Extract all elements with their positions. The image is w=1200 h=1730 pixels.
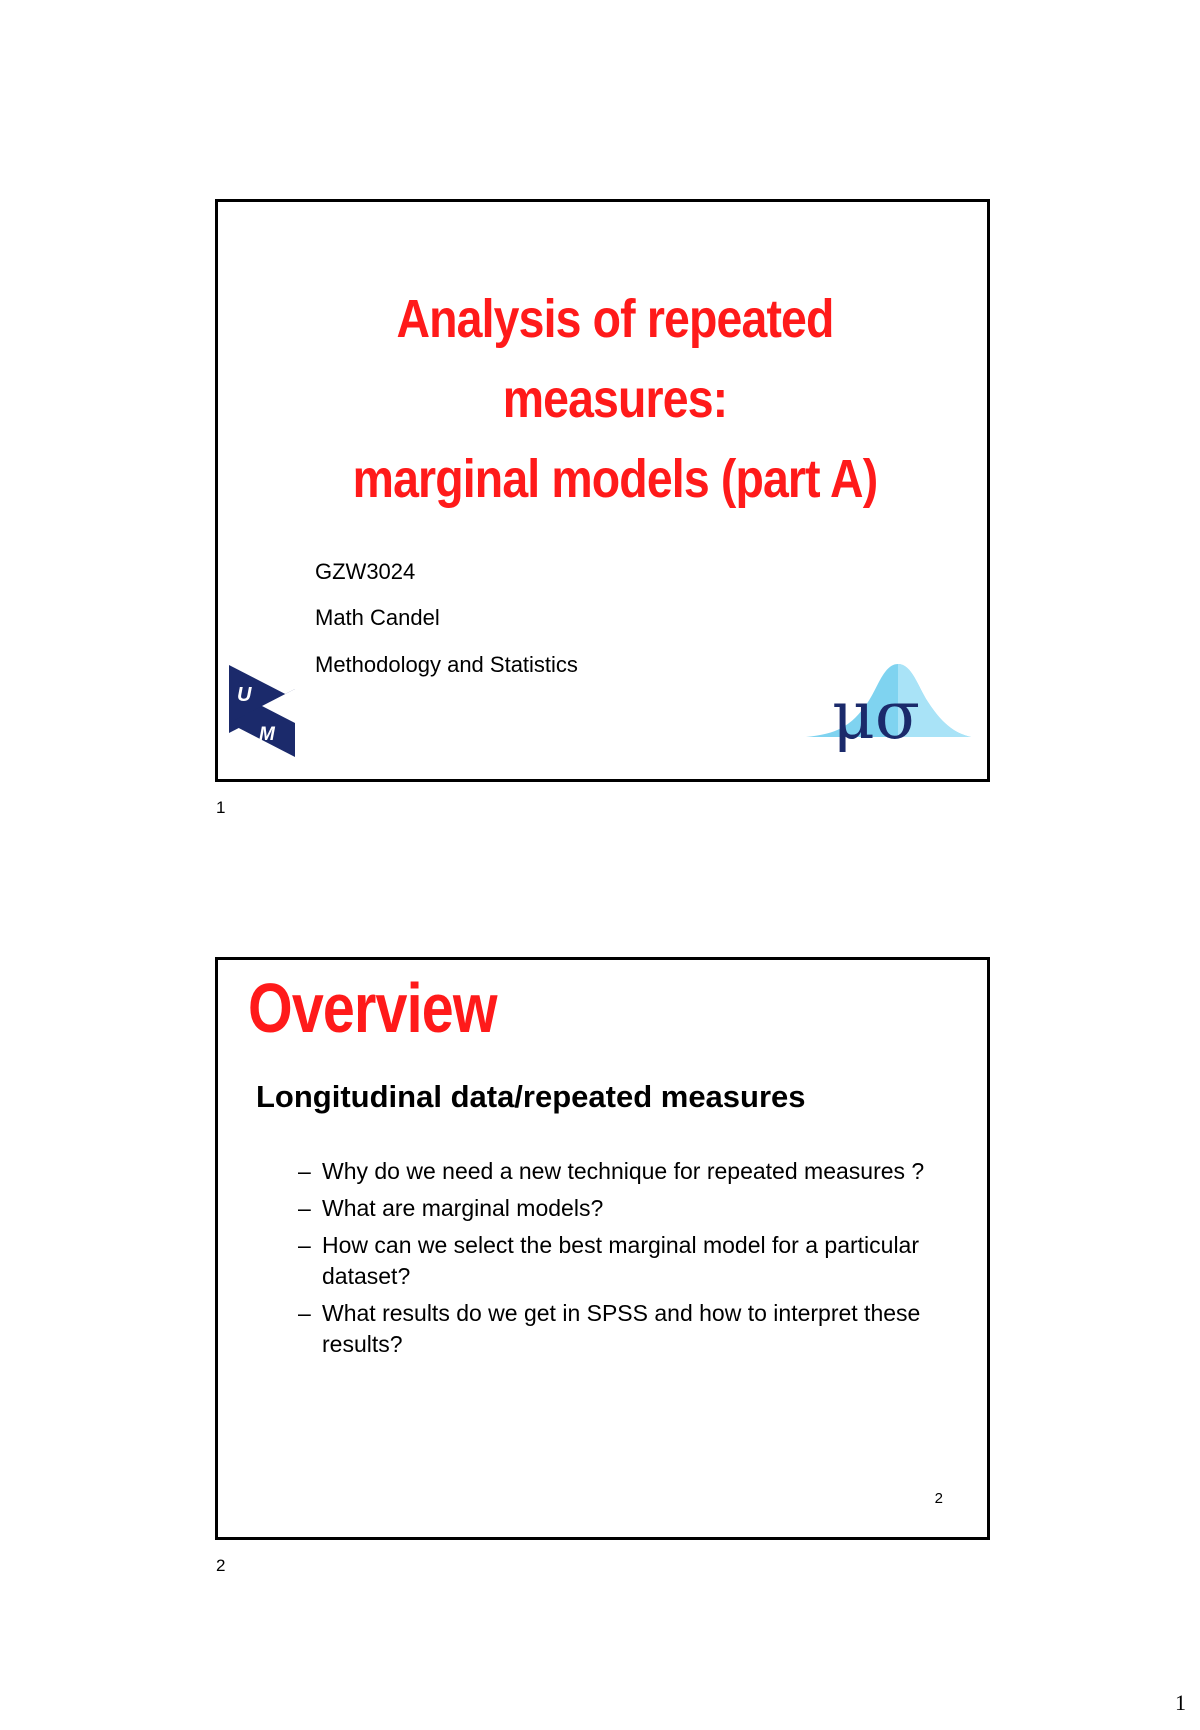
mu-sigma-text: μσ <box>832 677 920 754</box>
author-name: Math Candel <box>315 605 440 630</box>
slide-2-inner-number: 2 <box>934 1490 943 1507</box>
bullet-marker: – <box>298 1158 311 1184</box>
course-code: GZW3024 <box>315 559 416 584</box>
mu-sigma-logo-icon <box>806 662 971 762</box>
list-item: – How can we select the best marginal model for a particular dataset? <box>298 1232 920 1289</box>
slide-1 <box>215 199 990 782</box>
slide-2 <box>215 957 990 1540</box>
title-line-2: marginal models (part A) <box>352 449 878 509</box>
list-item: – What are marginal models? <box>298 1193 938 1224</box>
um-logo-letter-m: M <box>259 724 275 745</box>
list-item: – What results do we get in SPSS and how to interpret these results? <box>298 1300 921 1357</box>
um-logo-letter-u: U <box>237 684 252 706</box>
list-item: – Why do we need a new technique for repeated measures ? <box>298 1156 938 1187</box>
slide-2-subheading: Longitudinal data/repeated measures <box>256 1079 806 1114</box>
slide-1-number: 1 <box>216 798 226 817</box>
slide-1-title <box>323 279 908 519</box>
page-number: 1 <box>1175 1690 1186 1715</box>
slide-2-title: Overview <box>248 969 497 1047</box>
um-logo-icon <box>229 665 295 757</box>
title-line-1: Analysis of repeated measures: <box>396 289 834 429</box>
bullet-list <box>298 1156 938 1366</box>
bullet-marker: – <box>298 1232 311 1258</box>
department: Methodology and Statistics <box>315 652 578 677</box>
bullet-marker: – <box>298 1195 311 1221</box>
bullet-marker: – <box>298 1300 311 1326</box>
slide-2-number: 2 <box>216 1556 226 1575</box>
